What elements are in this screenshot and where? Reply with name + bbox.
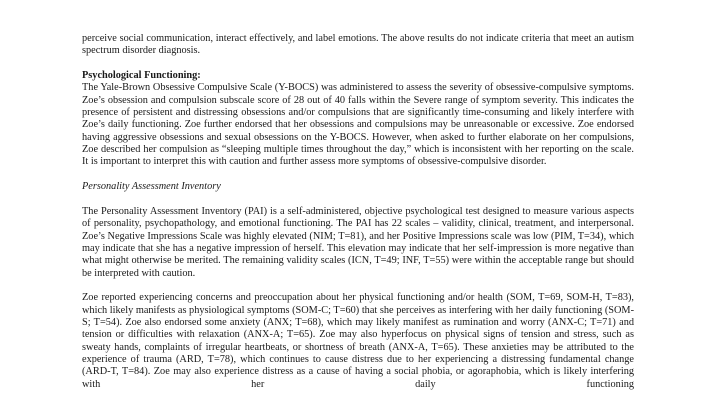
document-page [82,33,634,391]
spacer [82,193,634,205]
pai-paragraph-1: The Personality Assessment Inventory (PAI) is a self-administered, objective psychological test designed to measure various aspects of personality, psychopathology, and emotional functioning. The PAI has 22 scales – validity, clinical, treatment, and interpersonal. Zoe’s Negative Impressions Scale was highly elevated (NIM; T=81), and her Positive Impressions scale was low (PIM, T=34), which may indicate that she has a negative impression of herself. This elevation may indicate that her self-impression is more negative than what might otherwise be merited. The remaining validity scales (ICN, T=49; INF, T=55) were within the acceptable range but should be interpreted with caution. [82,205,634,279]
intro-paragraph: perceive social communication, interact effectively, and label emotions. The above results do not indicate criteria that meet an autism spectrum disorder diagnosis. [82,33,634,57]
pai-paragraph-2: Zoe reported experiencing concerns and preoccupation about her physical functioning and/or health (SOM, T=69, SOM-H, T=83), which likely manifests as physiological symptoms (SOM-C; T=60) that she perceives as interfering with her daily functioning (SOM-S; T=54). Zoe also endorsed some anxiety (ANX; T=68), which may likely manifest as rumination and worry (ANX-C; T=71) and tension or difficulties with relaxation (ANX-A; T=65). Zoe may also hyperfocus on physical signs of tension and stress, such as sweaty hands, complaints of irregular heartbeats, or shortness of breath (ANX-A, T=65). These anxieties may be attributed to the experience of trauma (ARD, T=78), which continues to cause distress due to her experiencing a distressing fundamental change (ARD-T, T=84). Zoe may also experience distress as a cause of having a social phobia, or agoraphobia, which is likely interfering with her daily functioning [82,292,634,390]
ybocs-paragraph: The Yale-Brown Obsessive Compulsive Scale (Y-BOCS) was administered to assess the severity of obsessive-compulsive symptoms. Zoe’s obsession and compulsion subscale score of 28 out of 40 falls within the Severe range of symptom severity. This indicates the presence of persistent and distressing obsessions and/or compulsions that are significantly time-consuming and likely interfere with Zoe’s daily functioning. Zoe further endorsed that her obsessions and compulsions may be unreasonable or excessive. Zoe endorsed having aggressive obsessions and sexual obsessions on the Y-BOCS. However, when asked to further elaborate on her compulsions, Zoe described her compulsion as “sleeping multiple times throughout the day,” which is inconsistent with her reporting on the scale. It is important to interpret this with caution and further assess more symptoms of obsessive-compulsive disorder. [82,82,634,168]
spacer [82,280,634,292]
spacer [82,58,634,70]
psychological-functioning-heading: Psychological Functioning: [82,70,201,82]
spacer [82,169,634,181]
pai-heading: Personality Assessment Inventory [82,181,221,193]
